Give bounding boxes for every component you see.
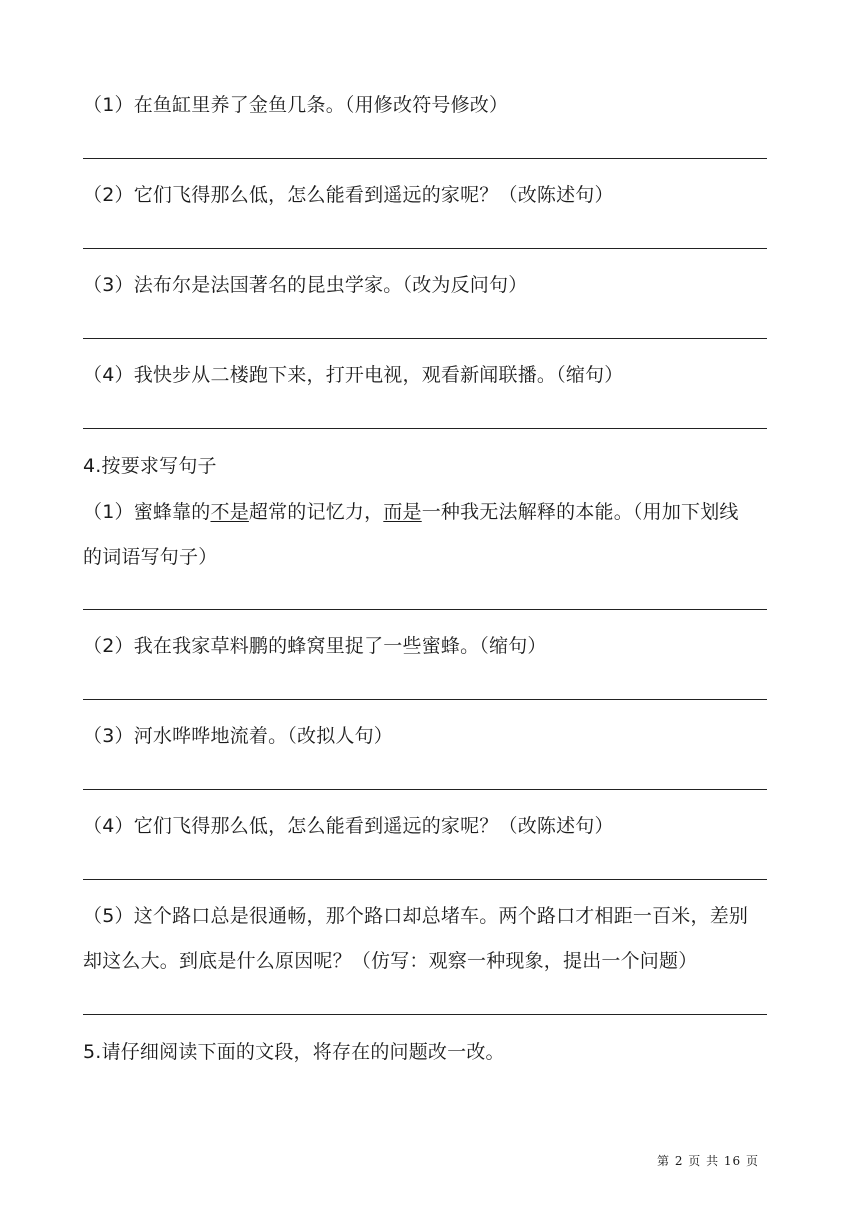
question-3-4: （4）我快步从二楼跑下来，打开电视，观看新闻联播。（缩句）: [83, 364, 624, 386]
question-4-1-middle: 超常的记忆力，: [248, 501, 384, 523]
answer-line: [83, 1014, 767, 1015]
page-number: 第 2 页 共 16 页: [657, 1154, 759, 1168]
answer-line: [83, 699, 767, 700]
question-4-5-continued: 却这么大。到底是什么原因呢？（仿写：观察一种现象，提出一个问题）: [83, 950, 698, 972]
question-4-3: （3）河水哗哗地流着。（改拟人句）: [83, 725, 393, 747]
question-4-1-suffix: 一种我无法解释的本能。（用加下划线: [421, 501, 739, 523]
question-3-2: （2）它们飞得那么低，怎么能看到遥远的家呢？（改陈述句）: [83, 184, 614, 206]
answer-line: [83, 248, 767, 249]
underlined-word-bushi: 不是: [210, 501, 249, 523]
underlined-word-ershi: 而是: [383, 501, 422, 523]
question-3-3: （3）法布尔是法国著名的昆虫学家。（改为反问句）: [83, 274, 528, 296]
question-4-1-continued: 的词语写句子）: [83, 546, 218, 568]
question-4-5: （5）这个路口总是很通畅，那个路口却总堵车。两个路口才相距一百米，差别: [83, 905, 749, 927]
section-4-title: 4.按要求写句子: [83, 455, 217, 477]
question-4-1: [83, 500, 739, 524]
question-3-1: （1）在鱼缸里养了金鱼几条。（用修改符号修改）: [83, 94, 509, 116]
question-4-1-prefix: （1）蜜蜂靠的: [83, 501, 211, 523]
answer-line: [83, 158, 767, 159]
answer-line: [83, 428, 767, 429]
question-4-4: （4）它们飞得那么低，怎么能看到遥远的家呢？（改陈述句）: [83, 815, 614, 837]
answer-line: [83, 789, 767, 790]
answer-line: [83, 338, 767, 339]
answer-line: [83, 879, 767, 880]
section-5-title: 5.请仔细阅读下面的文段，将存在的问题改一改。: [83, 1041, 505, 1063]
answer-line: [83, 609, 767, 610]
question-4-2: （2）我在我家草料鹏的蜂窝里捉了一些蜜蜂。（缩句）: [83, 635, 547, 657]
